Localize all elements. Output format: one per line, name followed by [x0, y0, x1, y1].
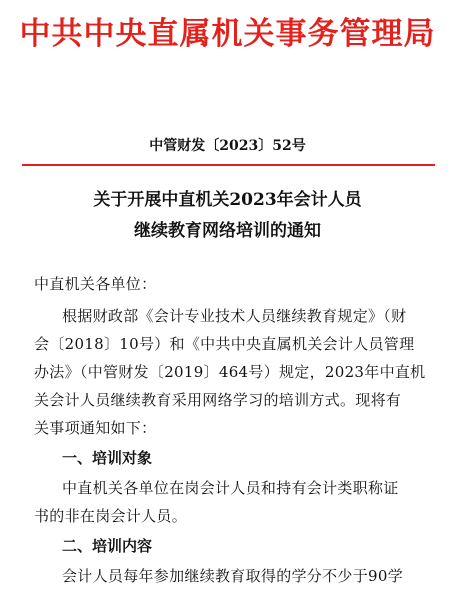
document-title-line-2: 继续教育网络培训的通知 — [134, 221, 321, 241]
paragraph-1-line-5: 关事项通知如下： — [34, 419, 157, 437]
paragraph-1-line-2: 会〔2018〕10号）和《中共中央直属机关会计人员管理 — [34, 335, 415, 353]
document-title-line-1: 关于开展中直机关2023年会计人员 — [93, 190, 362, 210]
section-2-heading: 二、培训内容 — [62, 537, 153, 555]
red-divider-line — [22, 164, 435, 166]
paragraph-1-line-4: 关会计人员继续教育采用网络学习的培训方式。现将有 — [34, 391, 402, 409]
masthead-title: 中共中央直属机关事务管理局 — [19, 16, 436, 52]
paragraph-1-line-1: 根据财政部《会计专业技术人员继续教育规定》（财 — [62, 307, 407, 325]
section-2-line-1: 会计人员每年参加继续教育取得的学分不少于90学 — [62, 567, 403, 585]
section-1-line-2: 书的非在岗会计人员。 — [34, 507, 188, 525]
paragraph-1-line-3: 办法》（中管财发〔2019〕464号）规定，2023年中直机 — [34, 363, 426, 381]
document-number: 中管财发〔2023〕52号 — [149, 138, 306, 154]
section-1-line-1: 中直机关各单位在岗会计人员和持有会计类职称证 — [62, 479, 399, 497]
salutation: 中直机关各单位： — [34, 275, 157, 293]
section-1-heading: 一、培训对象 — [62, 449, 153, 467]
